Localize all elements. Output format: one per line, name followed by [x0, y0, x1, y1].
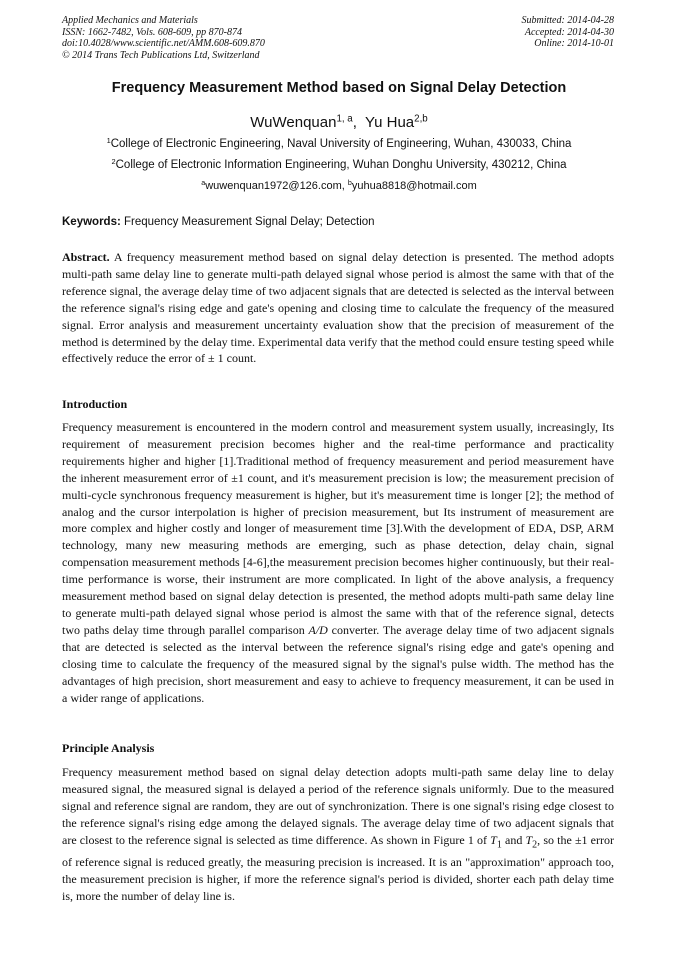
author-superscript: 1, a — [336, 113, 353, 125]
affiliation-1 — [0, 135, 678, 150]
affiliation-number: 1 — [106, 135, 111, 145]
keywords — [62, 216, 614, 228]
journal-info — [62, 15, 265, 61]
section-heading-introduction: Introduction — [62, 397, 128, 411]
submission-dates — [522, 15, 615, 50]
principle-paragraph — [62, 764, 614, 905]
abstract — [62, 249, 614, 367]
affiliation-number: 2 — [111, 156, 116, 166]
paper-title: Frequency Measurement Method based on Signal Delay Detection — [111, 80, 567, 96]
math-expression: A/D — [308, 622, 328, 637]
affiliation-text: College of Electronic Engineering, Naval University of Engineering, Wuhan, 430033, China — [110, 138, 572, 150]
doi-line[interactable]: doi:10.4028/www.scientific.net/AMM.608-609.870 — [62, 38, 265, 49]
author-list — [0, 114, 678, 131]
email-marker: b — [347, 179, 352, 188]
author-superscript: 2,b — [414, 113, 428, 125]
math-variable: T — [490, 832, 497, 847]
email-link[interactable]: wuwenquan1972@126.com, — [205, 180, 348, 192]
paragraph-text: Frequency measurement is encountered in the modern control and measurement system usually, increasingly, Its requirement of measurement precision becomes higher and the real-time performance and practicality requirements higher and higher [1].Traditional method of frequency measurement and period measurement have the inherent measurement error of ±1 count, and it's measurement precision is low; the measurement precision of multi-cycle synchronous frequency measurement is higher, but it's measurement time is longer [2]; the method of analog and the cursor interpolation is higher of precision measurement, but Its instrument of measurement are more complex and higher costly and longer of measurement time [3].With the development of EDA, DSP, ARM technology, many new measuring methods are emerging, such as phase detection, delay chain, signal compensation measurement methods [4-6],the measurement precision becomes higher continuously, but their real-time performance is worse, their instrument are more complicated. In light of the above analysis, a frequency measurement method based on signal delay detection is presented, the method adopts multi-path same delay line to generate multi-path delayed signal whose period is almost the same with that of the reference signal, detects two paths delay time through parallel comparison — [62, 420, 614, 637]
abstract-text: A frequency measurement method based on signal delay detection is presented. The method adopts multi-path same delay line to generate multi-path delayed signal whose period is almost the same with that of the reference signal, the average delay time of two adjacent signals that are detected is selected as the interval between the reference signal's rising edge and gate's opening and closing time to calculate the frequency of the measured signal. Error analysis and measurement uncertainty evaluation show that the precision of measurement of the method is determined by the delay time. Experimental data verify that the method could ensure testing speed while effectively reduce the error of ± 1 count. — [62, 250, 614, 366]
issn-line: ISSN: 1662-7482, Vols. 608-609, pp 870-874 — [62, 26, 242, 38]
submitted-date: Submitted: 2014-04-28 — [521, 15, 614, 26]
accepted-date: Accepted: 2014-04-30 — [524, 26, 614, 38]
author-name: WuWenquan — [250, 114, 337, 131]
author-name: Yu Hua — [364, 114, 415, 131]
paragraph-text: Frequency measurement method based on signal delay detection adopts multi-path same delay line to delay measured signal, the measured signal is delayed a period of the reference signals uniformly. Due to the measured signal and reference signal are random, they are out of synchronization. There is one signal's rising edge closest to the reference signal's rising edge among the delayed signals. The average delay time of two adjacent signals that are closest to the reference signal is selected as time difference. As shown in Figure 1 of — [62, 765, 614, 847]
online-date: Online: 2014-10-01 — [534, 38, 614, 49]
keywords-label: Keywords: — [62, 216, 121, 228]
introduction-paragraph — [62, 419, 614, 706]
abstract-label: Abstract. — [62, 250, 110, 264]
author-emails — [0, 180, 678, 192]
email-link[interactable]: yuhua8818@hotmail.com — [351, 180, 477, 192]
affiliation-2 — [0, 156, 678, 171]
copyright-line: © 2014 Trans Tech Publications Ltd, Switzerland — [62, 49, 260, 61]
section-heading-principle-analysis: Principle Analysis — [62, 741, 155, 755]
journal-name: Applied Mechanics and Materials — [62, 15, 198, 26]
paragraph-text: , so the ±1 error of reference signal is reduced greatly, the measuring precision is increased. It is an "approximation" approach too, the measurement precision is higher, if more the reference signal's period is divided, shorter each path delay time is, more the number of delay line is. — [62, 832, 614, 903]
math-subscript: 2 — [532, 839, 538, 851]
author-separator: , — [352, 114, 365, 131]
affiliation-text: College of Electronic Information Engineering, Wuhan Donghu University, 430212, China — [115, 159, 567, 171]
math-variable: T — [525, 832, 533, 847]
keywords-text: Frequency Measurement Signal Delay; Detection — [120, 216, 375, 228]
math-subscript: 1 — [496, 839, 502, 851]
email-marker: a — [201, 179, 206, 188]
paragraph-text: and — [501, 832, 526, 847]
paragraph-text: converter. The average delay time of two adjacent signals that are detected is selected as the interval between the reference signal's rising edge and gate's opening and closing time to calculate the frequency of the measured signal by the signal's pulse width. The method has the advantages of high precision, short measurement and easy to achieve to frequency measurement, it can be used in a wider range of applications. — [62, 622, 615, 705]
